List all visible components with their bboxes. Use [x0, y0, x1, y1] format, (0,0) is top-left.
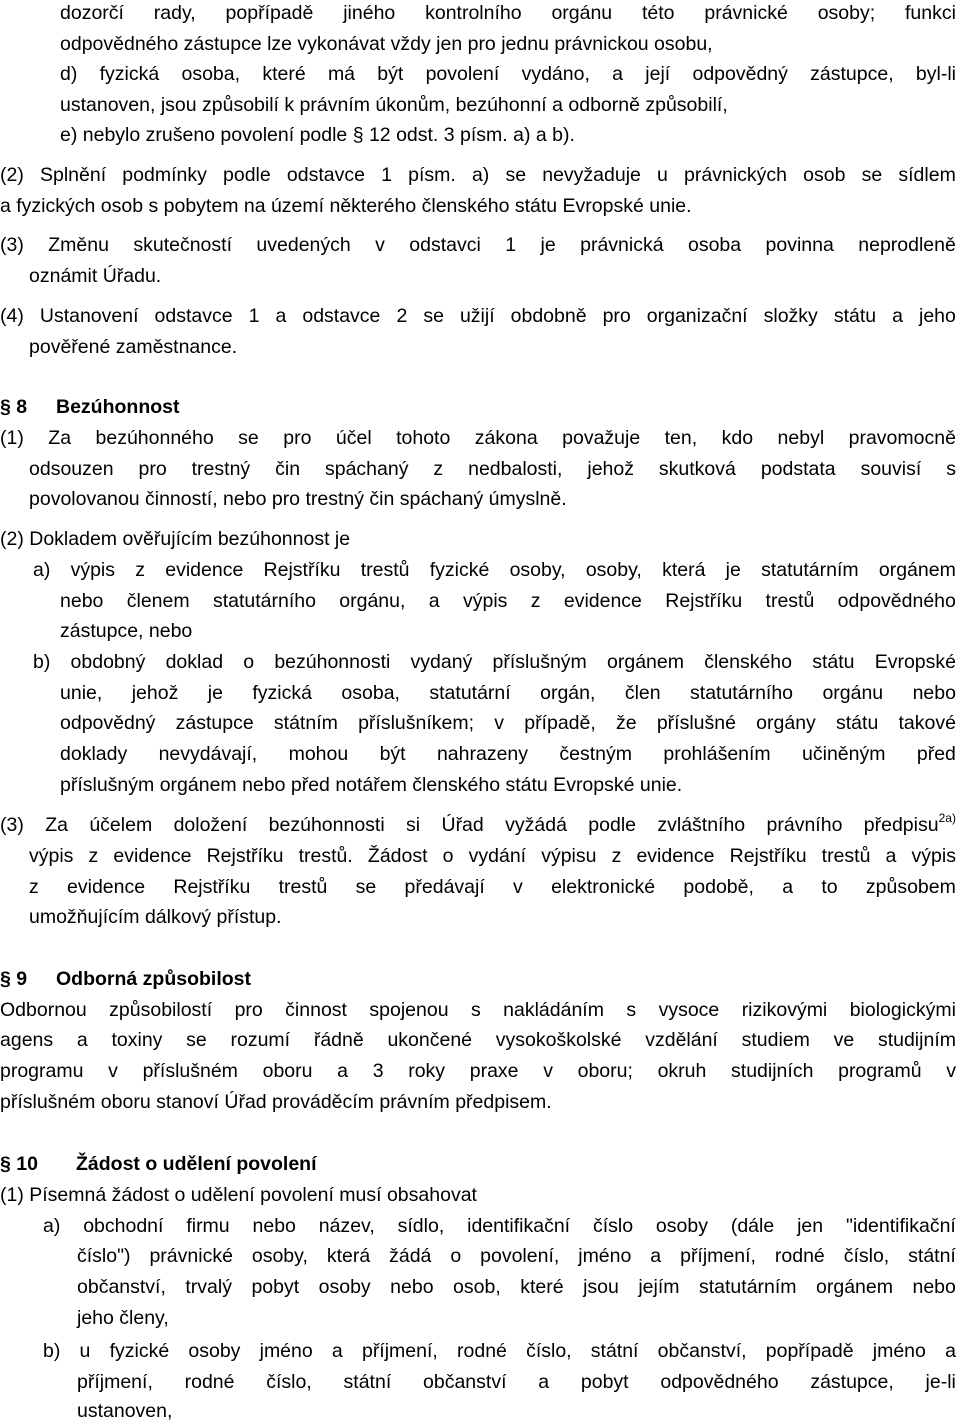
text-line: z evidence Rejstříku trestů se předávají v elektronické podobě, a to způsobem: [29, 876, 956, 898]
text-line: b) u fyzické osoby jméno a příjmení, rodné číslo, státní občanství, popřípadě jméno a: [43, 1340, 956, 1362]
footnote-reference[interactable]: 2a): [938, 811, 956, 825]
text-line: ustanoven,: [77, 1400, 173, 1422]
section-title: Odborná způsobilost: [56, 968, 251, 990]
text-line: výpis z evidence Rejstříku trestů. Žádost o vydání výpisu z evidence Rejstříku trestů a výpis: [29, 845, 956, 867]
text-line: jeho členy,: [77, 1307, 169, 1329]
section-title: Bezúhonnost: [56, 396, 180, 418]
text-line: příslušným orgánem nebo před notářem členského státu Evropské unie.: [60, 774, 683, 796]
text-line: zástupce, nebo: [60, 620, 193, 642]
section-number: 9: [16, 968, 28, 990]
text-line: (2) Splnění podmínky podle odstavce 1 písm. a) se nevyžaduje u právnických osob se sídlem: [0, 164, 956, 186]
section-title: Žádost o udělení povolení: [76, 1153, 317, 1175]
text-line: (3) Za účelem doložení bezúhonnosti si Úřad vyžádá podle zvláštního právního předpisu$^{2a)}$: [0, 811, 956, 836]
section-heading: [0, 964, 251, 995]
text-line: (4) Ustanovení odstavce 1 a odstavce 2 se užijí obdobně pro organizační složky státu a jeho: [0, 305, 956, 327]
text-line: programu v příslušném oboru a 3 roky praxe v oboru; okruh studijních programů v: [0, 1060, 956, 1082]
text-line: doklady nevydávají, mohou být nahrazeny čestným prohlášením učiněným před: [60, 743, 956, 765]
text-line: a) obchodní firmu nebo název, sídlo, identifikační číslo osoby (dále jen "identifikační: [43, 1215, 956, 1237]
section-symbol: §: [0, 396, 11, 418]
section-symbol: §: [0, 1153, 11, 1175]
text-line: odpovědný zástupce státním příslušníkem; v případě, že příslušné orgány státu takové: [60, 712, 956, 734]
text-line: (1) Za bezúhonného se pro účel tohoto zákona považuje ten, kdo nebyl pravomocně: [0, 427, 956, 449]
section-number: 10: [16, 1153, 38, 1175]
text-line: agens a toxiny se rozumí řádně ukončené vysokoškolské vzdělání studiem ve studijním: [0, 1029, 956, 1051]
text-line: ustanoven, jsou způsobilí k právním úkonům, bezúhonní a odborně způsobilí,: [60, 94, 728, 116]
text-line: d) fyzická osoba, které má být povolení vydáno, a její odpovědný zástupce, byl-li: [60, 63, 956, 85]
text-line: občanství, trvalý pobyt osoby nebo osob, které jsou jejím statutárním orgánem nebo: [77, 1276, 956, 1298]
text-line: e) nebylo zrušeno povolení podle § 12 odst. 3 písm. a) a b).: [60, 124, 575, 146]
text-line: odsouzen pro trestný čin spáchaný z nedbalosti, jehož skutková podstata souvisí s: [29, 458, 956, 480]
text-line: příslušném oboru stanoví Úřad prováděcím právním předpisem.: [0, 1091, 552, 1113]
text-line: a fyzických osob s pobytem na území některého členského státu Evropské unie.: [0, 195, 692, 217]
text-line: oznámit Úřadu.: [29, 265, 162, 287]
section-heading: [0, 392, 179, 423]
text-line: (3) Změnu skutečností uvedených v odstavci 1 je právnická osoba povinna neprodleně: [0, 234, 956, 256]
text-line: a) výpis z evidence Rejstříku trestů fyzické osoby, osoby, která je statutárním orgánem: [33, 559, 956, 581]
text-line: odpovědného zástupce lze vykonávat vždy jen pro jednu právnickou osobu,: [60, 33, 713, 55]
text-line: umožňujícím dálkový přístup.: [29, 906, 282, 928]
section-symbol: §: [0, 968, 11, 990]
section-heading: [0, 1149, 317, 1180]
text-line: příjmení, rodné číslo, státní občanství a pobyt odpovědného zástupce, je-li: [77, 1371, 956, 1393]
text-line: unie, jehož je fyzická osoba, statutární orgán, člen statutárního orgánu nebo: [60, 682, 956, 704]
text-line: (2) Dokladem ověřujícím bezúhonnost je: [0, 528, 351, 550]
text-line: b) obdobný doklad o bezúhonnosti vydaný příslušným orgánem členského státu Evropské: [33, 651, 956, 673]
text-line: povolovanou činností, nebo pro trestný čin spáchaný úmyslně.: [29, 488, 567, 510]
section-number: 8: [16, 396, 28, 418]
text-line: nebo členem statutárního orgánu, a výpis z evidence Rejstříku trestů odpovědného: [60, 590, 956, 612]
text-line: Odbornou způsobilostí pro činnost spojenou s nakládáním s vysoce rizikovými biologickými: [0, 999, 956, 1021]
text-line: dozorčí rady, popřípadě jiného kontrolního orgánu této právnické osoby; funkci: [60, 2, 956, 24]
text-line: pověřené zaměstnance.: [29, 336, 238, 358]
text-line: (1) Písemná žádost o udělení povolení musí obsahovat: [0, 1184, 477, 1206]
text-line: číslo") právnické osoby, která žádá o povolení, jméno a příjmení, rodné číslo, státní: [77, 1245, 956, 1267]
